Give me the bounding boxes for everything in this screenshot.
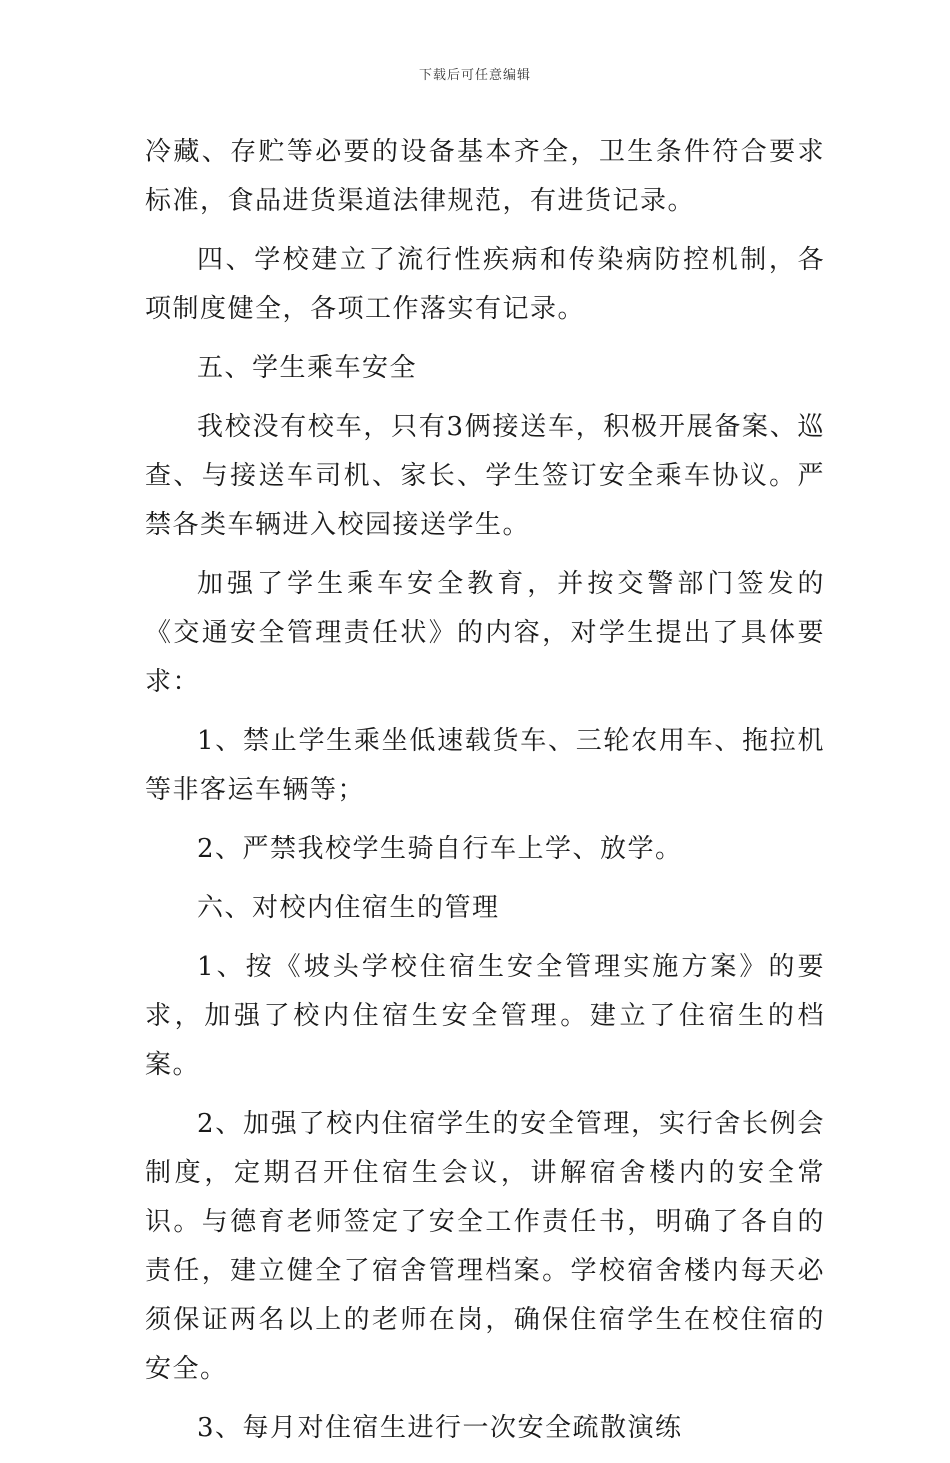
section-heading: 六、对校内住宿生的管理 [197,893,500,923]
page-header-note: 下载后可任意编辑 [418,68,531,83]
section-heading: 五、学生乘车安全 [197,353,418,383]
list-item: 2、加强了校内住宿学生的安全管理，实行舍长例会制度，定期召开住宿生会议，讲解宿舍楼内的安全常识。与德育老师签定了安全工作责任书，明确了各自的责任，建立健全了宿舍管理档案。学校宿舍楼内每天必须保证两名以上的老师在岗，确保住宿学生在校住宿的安全。 [145,1109,825,1384]
list-item: 2、严禁我校学生骑自行车上学、放学。 [197,834,683,864]
paragraph: 四、学校建立了流行性疾病和传染病防控机制，各项制度健全，各项工作落实有记录。 [145,245,825,324]
list-item: 1、按《坡头学校住宿生安全管理实施方案》的要求，加强了校内住宿生安全管理。建立了住宿生的档案。 [145,952,825,1080]
paragraph: 我校没有校车，只有3俩接送车，积极开展备案、巡查、与接送车司机、家长、学生签订安全乘车协议。严禁各类车辆进入校园接送学生。 [145,412,825,540]
list-item: 1、禁止学生乘坐低速载货车、三轮农用车、拖拉机等非客运车辆等； [145,726,825,805]
document-body [145,128,825,1463]
list-item: 3、每月对住宿生进行一次安全疏散演练 [197,1413,683,1443]
paragraph: 冷藏、存贮等必要的设备基本齐全，卫生条件符合要求标准，食品进货渠道法律规范，有进货记录。 [145,137,825,216]
paragraph: 加强了学生乘车安全教育，并按交警部门签发的《交通安全管理责任状》的内容，对学生提出了具体要求： [145,569,825,697]
